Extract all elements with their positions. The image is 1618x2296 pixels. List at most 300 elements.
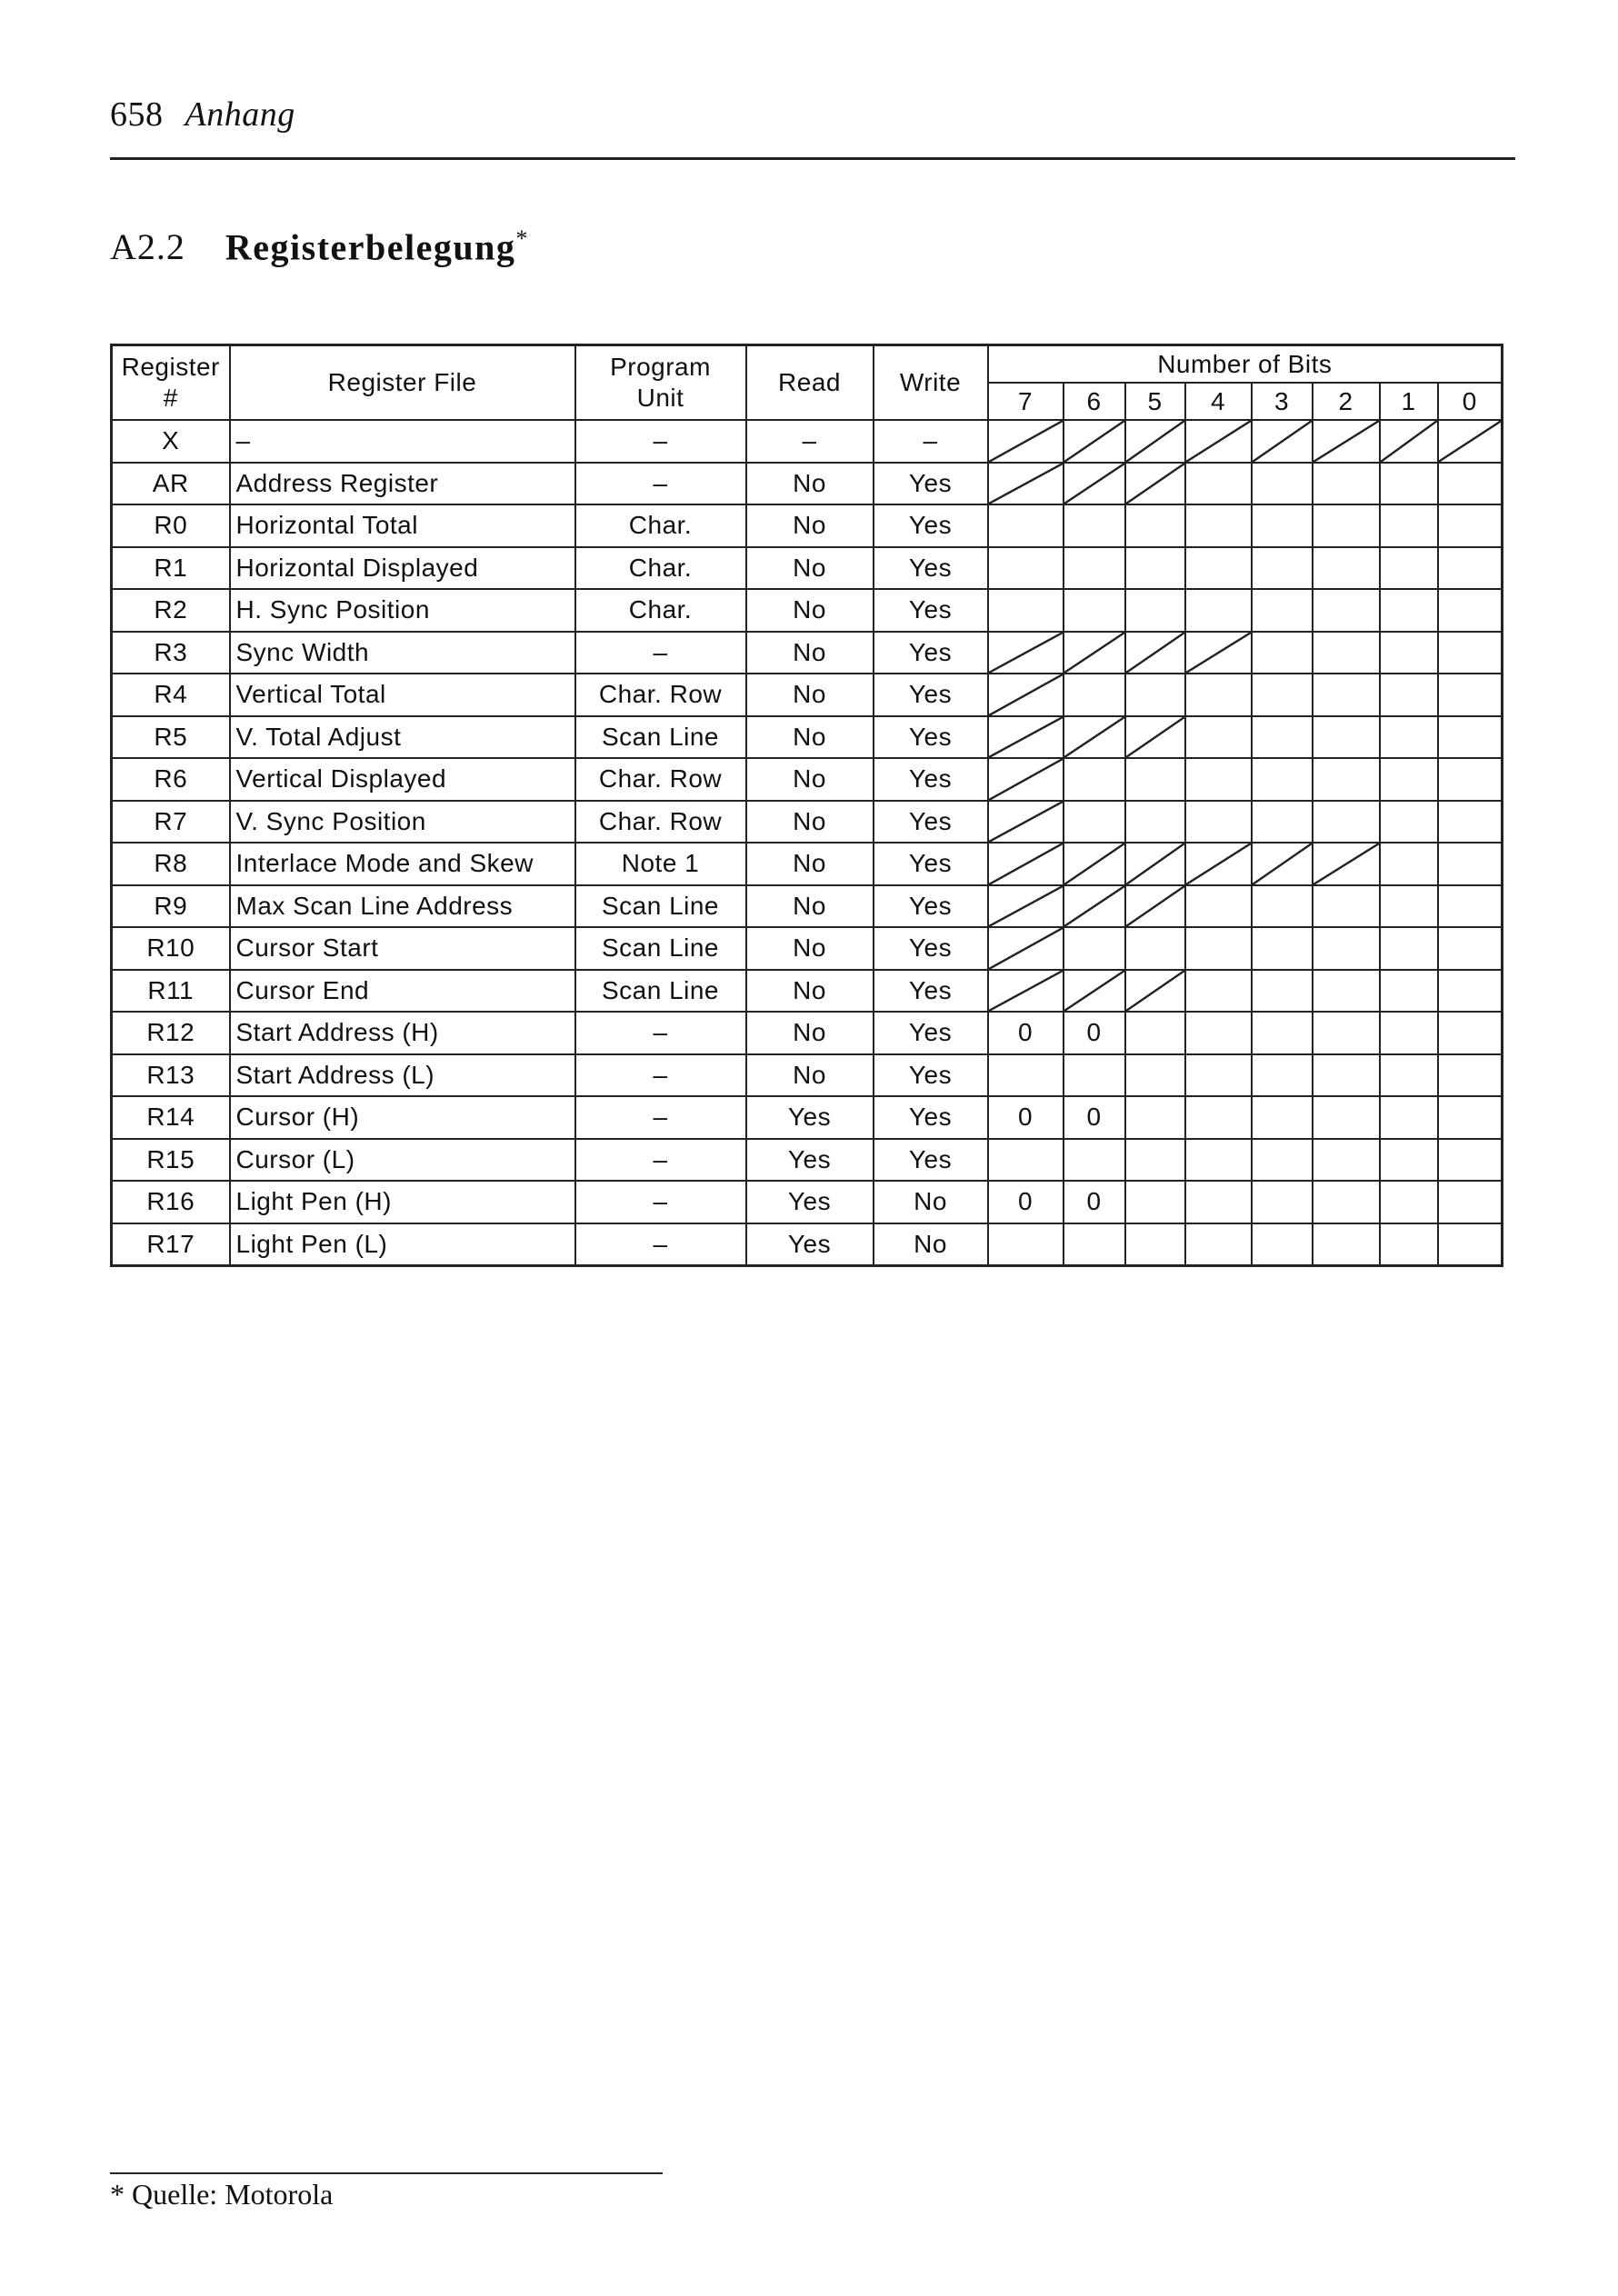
program-unit: Char. (575, 504, 746, 547)
register-file-name: Horizontal Displayed (230, 547, 575, 590)
unused-bit-cell (1313, 843, 1380, 885)
bit-cell (988, 547, 1064, 590)
table-row (112, 420, 1503, 463)
unused-bit-cell (988, 716, 1064, 759)
read-flag: Yes (746, 1096, 874, 1139)
read-flag: No (746, 463, 874, 505)
unused-bit-cell (1125, 970, 1185, 1013)
bit-cell (1380, 674, 1438, 716)
bit-label: 5 (1125, 383, 1185, 420)
bit-cell (1313, 758, 1380, 801)
register-id: R11 (112, 970, 230, 1013)
register-id: R2 (112, 589, 230, 632)
bit-cell (1252, 1012, 1313, 1054)
bit-cell (1313, 801, 1380, 844)
section-heading (110, 225, 528, 268)
bit-cell (1438, 843, 1503, 885)
register-id: R9 (112, 885, 230, 928)
bit-cell (1064, 504, 1125, 547)
page-header (110, 95, 295, 135)
register-id: R10 (112, 927, 230, 970)
bit-cell (1252, 632, 1313, 674)
register-table (110, 344, 1503, 1267)
program-unit: Char. Row (575, 801, 746, 844)
bit-cell (1438, 801, 1503, 844)
register-id: R3 (112, 632, 230, 674)
unused-bit-cell (1064, 716, 1125, 759)
unused-bit-cell (988, 632, 1064, 674)
bit-cell (1185, 1139, 1252, 1182)
bit-cell (1380, 1223, 1438, 1266)
table-row (112, 1223, 1503, 1266)
bit-cell: 0 (1064, 1012, 1125, 1054)
bit-cell (1185, 547, 1252, 590)
bit-cell (1125, 758, 1185, 801)
write-flag: Yes (874, 970, 988, 1013)
program-unit: – (575, 1012, 746, 1054)
bit-cell (1125, 589, 1185, 632)
write-flag: No (874, 1181, 988, 1223)
bit-cell (988, 1223, 1064, 1266)
bit-cell (1252, 885, 1313, 928)
register-id: R8 (112, 843, 230, 885)
bit-cell (1313, 885, 1380, 928)
register-file-name: V. Total Adjust (230, 716, 575, 759)
unused-bit-cell (1064, 632, 1125, 674)
header-register-line2: # (163, 384, 178, 412)
read-flag: No (746, 970, 874, 1013)
bit-label: 1 (1380, 383, 1438, 420)
unused-bit-cell (1064, 463, 1125, 505)
bit-cell (1064, 1054, 1125, 1097)
bit-cell (1252, 1181, 1313, 1223)
unused-bit-cell (1185, 420, 1252, 463)
bit-cell (1313, 970, 1380, 1013)
bit-cell (1064, 1139, 1125, 1182)
unused-bit-cell (1064, 843, 1125, 885)
unused-bit-cell (1252, 420, 1313, 463)
table-row (112, 970, 1503, 1013)
unused-bit-cell (1125, 463, 1185, 505)
bit-cell (1185, 758, 1252, 801)
read-flag: No (746, 801, 874, 844)
unused-bit-cell (1125, 716, 1185, 759)
register-file-name: Interlace Mode and Skew (230, 843, 575, 885)
program-unit: Scan Line (575, 927, 746, 970)
bit-cell (1252, 1096, 1313, 1139)
bit-cell (1313, 1181, 1380, 1223)
write-flag: No (874, 1223, 988, 1266)
register-id: R12 (112, 1012, 230, 1054)
register-file-name: Cursor Start (230, 927, 575, 970)
read-flag: – (746, 420, 874, 463)
unused-bit-cell (988, 420, 1064, 463)
bit-cell: 0 (1064, 1096, 1125, 1139)
unused-bit-cell (1252, 843, 1313, 885)
bit-cell (1438, 927, 1503, 970)
write-flag: Yes (874, 1054, 988, 1097)
bit-cell (1313, 632, 1380, 674)
bit-label: 6 (1064, 383, 1125, 420)
header-write: Write (874, 345, 988, 421)
bit-cell (1064, 758, 1125, 801)
bit-cell (1380, 843, 1438, 885)
header-program-unit (575, 345, 746, 421)
bit-cell (1438, 716, 1503, 759)
bit-cell (1252, 674, 1313, 716)
bit-cell (988, 1139, 1064, 1182)
bit-label: 2 (1313, 383, 1380, 420)
register-table-body (112, 420, 1503, 1266)
unused-bit-cell (1438, 420, 1503, 463)
bit-cell (1125, 504, 1185, 547)
bit-cell (1313, 589, 1380, 632)
bit-cell (1252, 970, 1313, 1013)
bit-cell (1125, 927, 1185, 970)
write-flag: Yes (874, 1096, 988, 1139)
read-flag: No (746, 589, 874, 632)
write-flag: Yes (874, 758, 988, 801)
unused-bit-cell (1064, 970, 1125, 1013)
table-row (112, 589, 1503, 632)
bit-cell (988, 504, 1064, 547)
program-unit: – (575, 1096, 746, 1139)
read-flag: No (746, 758, 874, 801)
bit-cell (1438, 970, 1503, 1013)
register-id: X (112, 420, 230, 463)
write-flag: Yes (874, 716, 988, 759)
unused-bit-cell (1125, 632, 1185, 674)
register-file-name: Vertical Total (230, 674, 575, 716)
program-unit: – (575, 1054, 746, 1097)
bit-cell (1185, 463, 1252, 505)
bit-cell (1185, 801, 1252, 844)
bit-cell (1185, 927, 1252, 970)
register-file-name: Horizontal Total (230, 504, 575, 547)
register-id: R0 (112, 504, 230, 547)
bit-cell (1064, 547, 1125, 590)
table-row (112, 1181, 1503, 1223)
bit-cell (1185, 504, 1252, 547)
table-row (112, 504, 1503, 547)
header-number-of-bits: Number of Bits (988, 345, 1503, 384)
program-unit: Scan Line (575, 885, 746, 928)
bit-cell (1185, 716, 1252, 759)
table-row (112, 843, 1503, 885)
register-file-name: Light Pen (H) (230, 1181, 575, 1223)
read-flag: No (746, 504, 874, 547)
bit-cell (1380, 758, 1438, 801)
bit-cell (1064, 801, 1125, 844)
register-id: R4 (112, 674, 230, 716)
write-flag: – (874, 420, 988, 463)
bit-cell (1313, 504, 1380, 547)
section-number: A2.2 (110, 226, 185, 268)
program-unit: Note 1 (575, 843, 746, 885)
bit-cell (1252, 1223, 1313, 1266)
bit-cell (1438, 1012, 1503, 1054)
write-flag: Yes (874, 632, 988, 674)
header-read: Read (746, 345, 874, 421)
read-flag: Yes (746, 1139, 874, 1182)
bit-cell (1252, 1139, 1313, 1182)
bit-cell (1438, 1096, 1503, 1139)
register-id: R7 (112, 801, 230, 844)
program-unit: Char. (575, 589, 746, 632)
unused-bit-cell (988, 927, 1064, 970)
bit-cell (1380, 1139, 1438, 1182)
unused-bit-cell (1125, 420, 1185, 463)
unused-bit-cell (1313, 420, 1380, 463)
bit-cell (1380, 589, 1438, 632)
read-flag: No (746, 547, 874, 590)
register-file-name: H. Sync Position (230, 589, 575, 632)
table-row (112, 758, 1503, 801)
read-flag: No (746, 1054, 874, 1097)
register-id: R5 (112, 716, 230, 759)
write-flag: Yes (874, 504, 988, 547)
register-file-name: V. Sync Position (230, 801, 575, 844)
bit-cell (1252, 927, 1313, 970)
bit-cell (1252, 463, 1313, 505)
program-unit: – (575, 632, 746, 674)
bit-cell (1380, 801, 1438, 844)
bit-cell (1252, 589, 1313, 632)
table-row (112, 716, 1503, 759)
table-row (112, 1139, 1503, 1182)
read-flag: No (746, 927, 874, 970)
register-id: R13 (112, 1054, 230, 1097)
register-id: AR (112, 463, 230, 505)
bit-cell (1125, 1054, 1185, 1097)
bit-label: 7 (988, 383, 1064, 420)
bit-cell (1252, 758, 1313, 801)
write-flag: Yes (874, 927, 988, 970)
read-flag: No (746, 674, 874, 716)
section-title: Registerbelegung (225, 226, 516, 268)
read-flag: Yes (746, 1181, 874, 1223)
bit-label: 3 (1252, 383, 1313, 420)
bit-cell (1125, 547, 1185, 590)
unused-bit-cell (988, 885, 1064, 928)
read-flag: No (746, 885, 874, 928)
register-id: R6 (112, 758, 230, 801)
write-flag: Yes (874, 1139, 988, 1182)
read-flag: No (746, 632, 874, 674)
program-unit: – (575, 1223, 746, 1266)
program-unit: – (575, 463, 746, 505)
bit-cell (1185, 589, 1252, 632)
unused-bit-cell (1185, 843, 1252, 885)
bit-cell (1380, 970, 1438, 1013)
bit-cell: 0 (988, 1096, 1064, 1139)
register-file-name: Cursor (L) (230, 1139, 575, 1182)
page-number: 658 (110, 95, 164, 134)
bit-cell (1313, 674, 1380, 716)
write-flag: Yes (874, 1012, 988, 1054)
header-unit-line2: Unit (636, 384, 684, 412)
read-flag: No (746, 1012, 874, 1054)
header-rule (110, 157, 1515, 160)
unused-bit-cell (1125, 843, 1185, 885)
bit-cell (1064, 674, 1125, 716)
bit-cell (1252, 1054, 1313, 1097)
bit-cell (1185, 674, 1252, 716)
program-unit: Char. (575, 547, 746, 590)
unused-bit-cell (988, 801, 1064, 844)
bit-cell (1438, 885, 1503, 928)
register-file-name: Light Pen (L) (230, 1223, 575, 1266)
program-unit: Char. Row (575, 674, 746, 716)
bit-label: 0 (1438, 383, 1503, 420)
read-flag: No (746, 843, 874, 885)
footnote-marker: * (515, 225, 529, 252)
bit-cell: 0 (988, 1012, 1064, 1054)
table-row (112, 927, 1503, 970)
program-unit: – (575, 1181, 746, 1223)
register-file-name: Sync Width (230, 632, 575, 674)
bit-cell (1185, 885, 1252, 928)
footnote-rule (110, 2172, 663, 2174)
bit-cell (1185, 1223, 1252, 1266)
bit-cell (1380, 1012, 1438, 1054)
bit-cell (1185, 1096, 1252, 1139)
register-id: R17 (112, 1223, 230, 1266)
bit-cell (1125, 1223, 1185, 1266)
register-id: R15 (112, 1139, 230, 1182)
bit-cell (1380, 885, 1438, 928)
bit-cell (1313, 1223, 1380, 1266)
bit-cell (1313, 716, 1380, 759)
footnote: * Quelle: Motorola (110, 2178, 334, 2211)
bit-cell (1252, 716, 1313, 759)
unused-bit-cell (988, 843, 1064, 885)
read-flag: Yes (746, 1223, 874, 1266)
write-flag: Yes (874, 674, 988, 716)
bit-cell (1438, 632, 1503, 674)
bit-cell (1438, 1223, 1503, 1266)
write-flag: Yes (874, 463, 988, 505)
header-register-line1: Register (121, 353, 220, 381)
table-row (112, 885, 1503, 928)
table-row (112, 1012, 1503, 1054)
bit-cell (1313, 547, 1380, 590)
unused-bit-cell (988, 674, 1064, 716)
bit-cell (1438, 758, 1503, 801)
bit-cell (1125, 1012, 1185, 1054)
bit-cell (1125, 1096, 1185, 1139)
table-row (112, 1054, 1503, 1097)
bit-cell (1064, 927, 1125, 970)
bit-cell (1438, 504, 1503, 547)
bit-cell (1252, 547, 1313, 590)
program-unit: – (575, 1139, 746, 1182)
register-file-name: Start Address (H) (230, 1012, 575, 1054)
program-unit: Char. Row (575, 758, 746, 801)
unused-bit-cell (988, 463, 1064, 505)
table-row (112, 674, 1503, 716)
bit-cell: 0 (1064, 1181, 1125, 1223)
bit-cell (988, 589, 1064, 632)
write-flag: Yes (874, 589, 988, 632)
bit-cell (1252, 504, 1313, 547)
unused-bit-cell (1125, 885, 1185, 928)
table-row (112, 632, 1503, 674)
unused-bit-cell (988, 758, 1064, 801)
register-id: R14 (112, 1096, 230, 1139)
bit-cell (1125, 801, 1185, 844)
bit-cell (1438, 589, 1503, 632)
read-flag: No (746, 716, 874, 759)
table-row (112, 1096, 1503, 1139)
bit-cell (1380, 463, 1438, 505)
bit-cell (1313, 1096, 1380, 1139)
register-id: R1 (112, 547, 230, 590)
unused-bit-cell (1064, 885, 1125, 928)
bit-cell (1125, 674, 1185, 716)
write-flag: Yes (874, 843, 988, 885)
program-unit: – (575, 420, 746, 463)
bit-cell (988, 1054, 1064, 1097)
write-flag: Yes (874, 801, 988, 844)
unused-bit-cell (1380, 420, 1438, 463)
bit-cell (1064, 1223, 1125, 1266)
bit-cell (1185, 1181, 1252, 1223)
write-flag: Yes (874, 885, 988, 928)
register-file-name: Cursor (H) (230, 1096, 575, 1139)
bit-cell (1438, 1139, 1503, 1182)
bit-cell (1438, 674, 1503, 716)
bit-cell (1380, 1181, 1438, 1223)
bit-cell (1438, 547, 1503, 590)
bit-cell (1185, 970, 1252, 1013)
bit-cell (1438, 1181, 1503, 1223)
bit-cell (1252, 801, 1313, 844)
register-id: R16 (112, 1181, 230, 1223)
bit-cell (1313, 1054, 1380, 1097)
bit-cell (1185, 1012, 1252, 1054)
bit-cell (1125, 1139, 1185, 1182)
bit-cell (1064, 589, 1125, 632)
chapter-title: Anhang (185, 95, 295, 134)
register-file-name: Cursor End (230, 970, 575, 1013)
bit-cell (1380, 547, 1438, 590)
bit-cell (1380, 1054, 1438, 1097)
bit-cell (1313, 1139, 1380, 1182)
write-flag: Yes (874, 547, 988, 590)
unused-bit-cell (1185, 632, 1252, 674)
register-file-name: Vertical Displayed (230, 758, 575, 801)
table-row (112, 463, 1503, 505)
bit-cell (1380, 632, 1438, 674)
bit-cell (1313, 927, 1380, 970)
bit-cell (1125, 1181, 1185, 1223)
header-register-file: Register File (230, 345, 575, 421)
unused-bit-cell (988, 970, 1064, 1013)
header-unit-line1: Program (610, 353, 711, 381)
program-unit: Scan Line (575, 970, 746, 1013)
register-file-name: – (230, 420, 575, 463)
bit-cell (1438, 463, 1503, 505)
register-file-name: Start Address (L) (230, 1054, 575, 1097)
register-file-name: Address Register (230, 463, 575, 505)
bit-cell (1313, 463, 1380, 505)
bit-cell: 0 (988, 1181, 1064, 1223)
bit-cell (1380, 716, 1438, 759)
bit-cell (1380, 927, 1438, 970)
bit-cell (1380, 504, 1438, 547)
bit-cell (1185, 1054, 1252, 1097)
